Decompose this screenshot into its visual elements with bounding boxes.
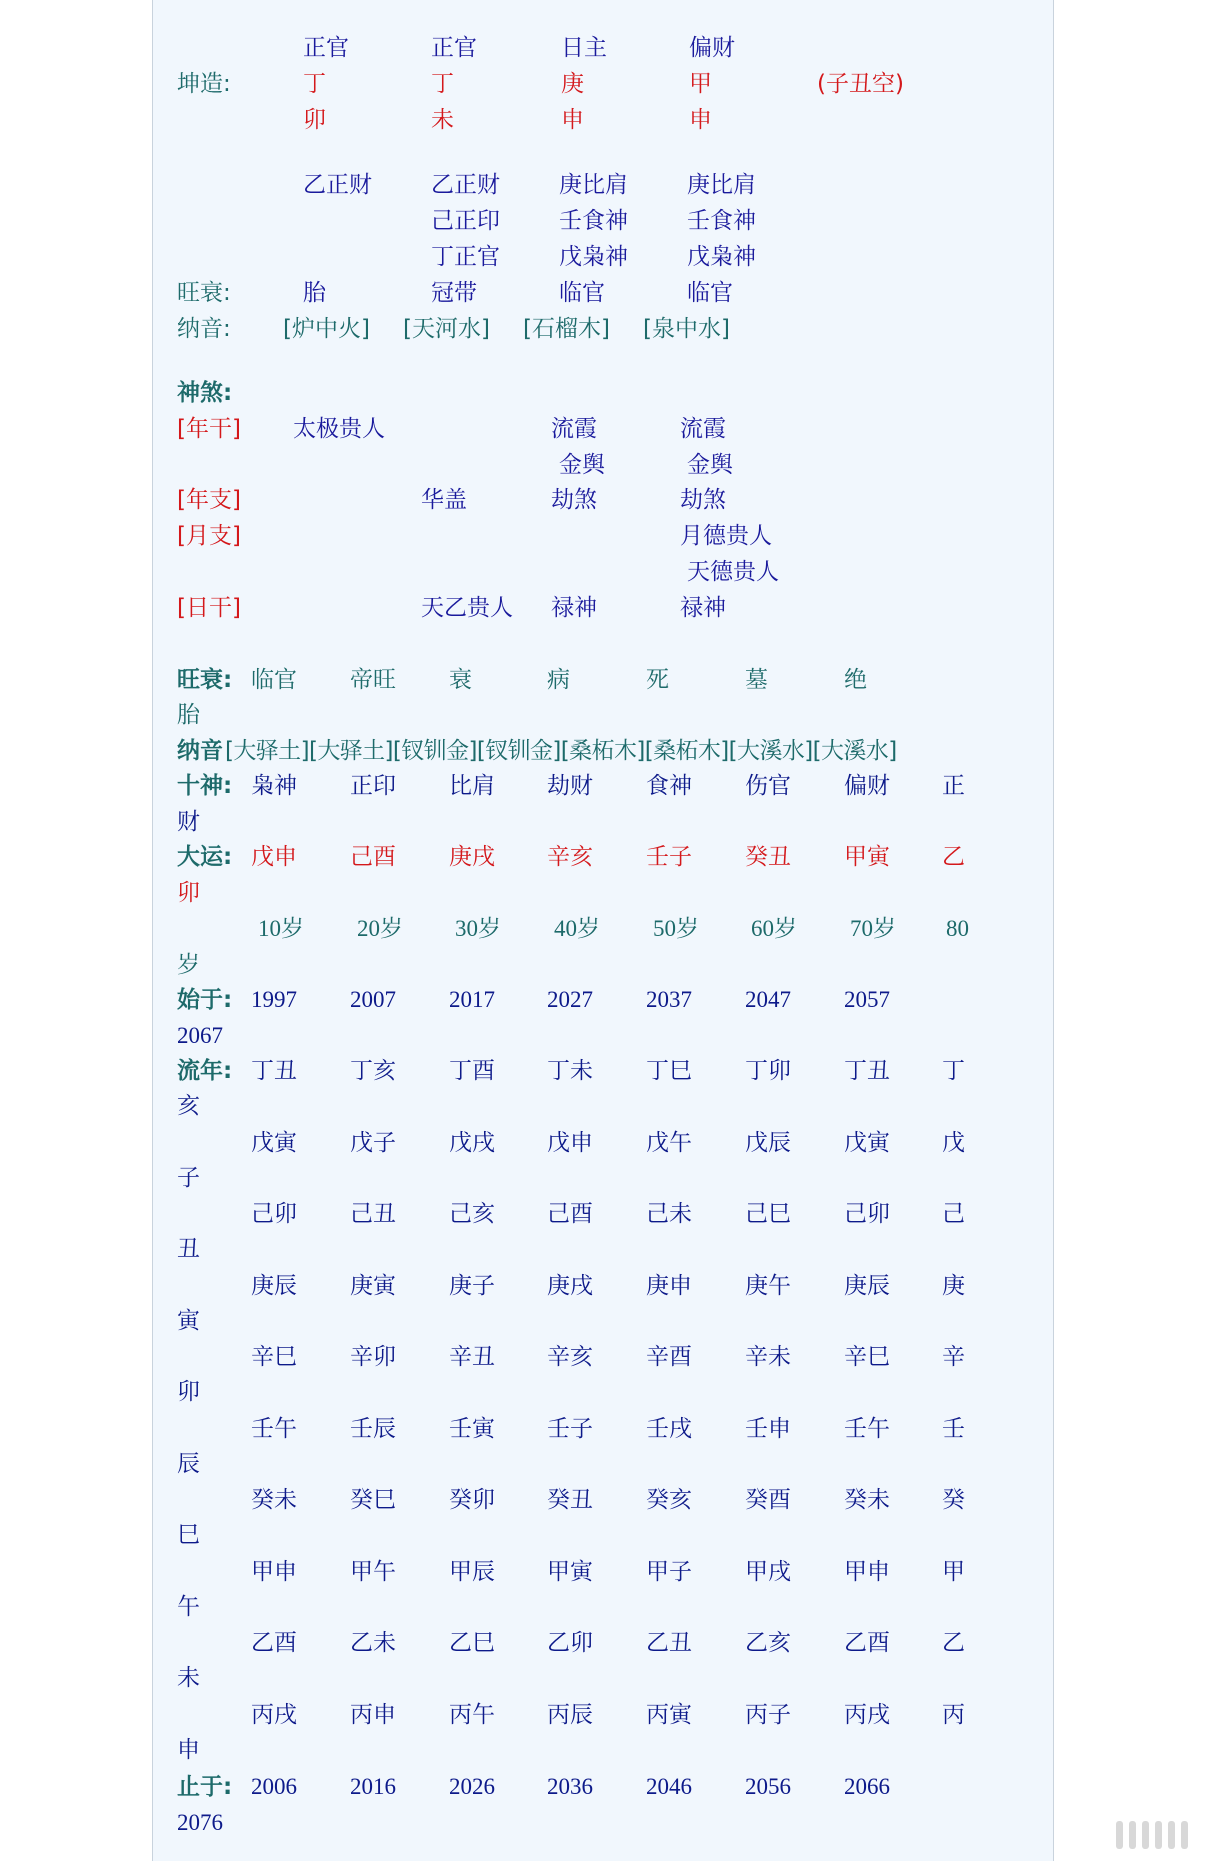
wangshuai-cell: 胎 bbox=[303, 280, 326, 306]
dayun-wangshuai-cell: 临官 bbox=[251, 667, 297, 693]
dayun-yun-cell: 壬子 bbox=[646, 844, 692, 870]
liunian-cell: 壬寅 bbox=[449, 1416, 495, 1442]
dayun-age-cell: 60岁 bbox=[751, 916, 797, 941]
dayun-shishen-cell: 正 bbox=[942, 773, 965, 799]
dayun-liunian-label: 流年: bbox=[177, 1058, 233, 1084]
dayun-end-cell: 2056 bbox=[745, 1774, 791, 1799]
shensha-cell: 华盖 bbox=[421, 487, 467, 513]
liunian-cell: 己 bbox=[942, 1201, 965, 1227]
shensha-cell: 劫煞 bbox=[551, 487, 597, 513]
dayun-start-cell: 2027 bbox=[547, 987, 593, 1012]
liunian-cell: 乙巳 bbox=[449, 1630, 495, 1656]
hidden-stem: 戊枭神 bbox=[687, 244, 756, 270]
liunian-cell: 戊戌 bbox=[449, 1130, 495, 1156]
liunian-cell: 辛巳 bbox=[251, 1344, 297, 1370]
stem-month: 丁 bbox=[431, 71, 454, 97]
liunian-wrap: 亥 bbox=[177, 1093, 200, 1119]
dayun-yun-cell: 甲寅 bbox=[844, 844, 890, 870]
liunian-cell: 辛 bbox=[942, 1344, 965, 1370]
shensha-cell: 劫煞 bbox=[680, 487, 726, 513]
liunian-cell: 辛酉 bbox=[646, 1344, 692, 1370]
liunian-wrap: 未 bbox=[177, 1665, 200, 1691]
hidden-stem: 庚比肩 bbox=[687, 172, 756, 198]
liunian-cell: 辛未 bbox=[745, 1344, 791, 1370]
liunian-cell: 辛卯 bbox=[350, 1344, 396, 1370]
liunian-wrap: 申 bbox=[177, 1737, 200, 1763]
liunian-wrap: 寅 bbox=[177, 1308, 200, 1334]
liunian-cell: 甲寅 bbox=[547, 1559, 593, 1585]
hidden-stem: 丁正官 bbox=[431, 244, 500, 270]
liunian-cell: 庚寅 bbox=[350, 1273, 396, 1299]
liunian-cell: 丙申 bbox=[350, 1702, 396, 1728]
dayun-shishen-cell: 枭神 bbox=[251, 773, 297, 799]
liunian-cell: 庚辰 bbox=[251, 1273, 297, 1299]
dayun-shishen-cell: 伤官 bbox=[745, 773, 791, 799]
nayin-cell: [天河水] bbox=[403, 316, 490, 342]
branch-day: 申 bbox=[561, 107, 584, 133]
dayun-start-wrap: 2067 bbox=[177, 1023, 223, 1048]
liunian-cell: 乙亥 bbox=[745, 1630, 791, 1656]
liunian-cell: 庚子 bbox=[449, 1273, 495, 1299]
dayun-age-cell: 20岁 bbox=[357, 916, 403, 941]
tengod-month: 正官 bbox=[431, 35, 477, 61]
liunian-cell: 戊辰 bbox=[745, 1130, 791, 1156]
liunian-cell: 辛巳 bbox=[844, 1344, 890, 1370]
wangshuai-cell: 冠带 bbox=[431, 280, 477, 306]
liunian-cell: 丙子 bbox=[745, 1702, 791, 1728]
dayun-yun-wrap: 卯 bbox=[177, 880, 200, 906]
nayin-cell: [石榴木] bbox=[523, 316, 610, 342]
branch-month: 未 bbox=[431, 107, 454, 133]
liunian-cell: 癸亥 bbox=[646, 1487, 692, 1513]
liunian-wrap: 卯 bbox=[177, 1379, 200, 1405]
liunian-cell: 丁丑 bbox=[844, 1058, 890, 1084]
shensha-cell: 流霞 bbox=[680, 416, 726, 442]
shensha-cell: 禄神 bbox=[680, 595, 726, 621]
liunian-cell: 壬 bbox=[942, 1416, 965, 1442]
shensha-cell: 月德贵人 bbox=[680, 523, 772, 549]
liunian-cell: 丙 bbox=[942, 1702, 965, 1728]
hidden-stem: 壬食神 bbox=[687, 208, 756, 234]
dayun-wangshuai-cell: 墓 bbox=[745, 667, 768, 693]
branch-hour: 申 bbox=[689, 107, 712, 133]
liunian-cell: 丙戌 bbox=[251, 1702, 297, 1728]
tengod-hour: 偏财 bbox=[689, 35, 735, 61]
wangshuai-label: 旺衰: bbox=[177, 280, 231, 306]
liunian-cell: 壬子 bbox=[547, 1416, 593, 1442]
liunian-cell: 癸丑 bbox=[547, 1487, 593, 1513]
dayun-age-cell: 30岁 bbox=[455, 916, 501, 941]
liunian-cell: 乙丑 bbox=[646, 1630, 692, 1656]
shensha-cell: 太极贵人 bbox=[293, 416, 385, 442]
dayun-start-cell: 2037 bbox=[646, 987, 692, 1012]
dayun-yun-cell: 戊申 bbox=[251, 844, 297, 870]
liunian-cell: 庚午 bbox=[745, 1273, 791, 1299]
liunian-cell: 辛丑 bbox=[449, 1344, 495, 1370]
liunian-cell: 戊寅 bbox=[251, 1130, 297, 1156]
dayun-end-cell: 2006 bbox=[251, 1774, 297, 1799]
dayun-yun-cell: 癸丑 bbox=[745, 844, 791, 870]
dayun-wangshuai-wrap: 胎 bbox=[177, 702, 200, 728]
dayun-end-cell: 2036 bbox=[547, 1774, 593, 1799]
dayun-end-wrap: 2076 bbox=[177, 1810, 223, 1835]
shensha-cell: 金舆 bbox=[687, 452, 733, 478]
chart-label: 坤造: bbox=[177, 71, 231, 97]
dayun-age-cell: 50岁 bbox=[653, 916, 699, 941]
liunian-cell: 丙辰 bbox=[547, 1702, 593, 1728]
liunian-cell: 甲申 bbox=[844, 1559, 890, 1585]
dayun-age-cell: 40岁 bbox=[554, 916, 600, 941]
liunian-cell: 甲申 bbox=[251, 1559, 297, 1585]
liunian-cell: 丙戌 bbox=[844, 1702, 890, 1728]
liunian-cell: 戊午 bbox=[646, 1130, 692, 1156]
stem-day: 庚 bbox=[561, 71, 584, 97]
shensha-row-label: [年干] bbox=[177, 416, 241, 442]
dayun-age-cell: 70岁 bbox=[850, 916, 896, 941]
liunian-cell: 戊寅 bbox=[844, 1130, 890, 1156]
dayun-start-label: 始于: bbox=[177, 987, 233, 1013]
dayun-yun-cell: 乙 bbox=[942, 844, 965, 870]
shensha-cell: 天乙贵人 bbox=[421, 595, 513, 621]
dayun-shishen-wrap: 财 bbox=[177, 809, 200, 835]
liunian-cell: 丁卯 bbox=[745, 1058, 791, 1084]
dayun-nayin-label: 纳音 bbox=[177, 738, 223, 764]
dayun-start-cell: 2017 bbox=[449, 987, 495, 1012]
liunian-cell: 己丑 bbox=[350, 1201, 396, 1227]
liunian-cell: 己亥 bbox=[449, 1201, 495, 1227]
liunian-cell: 癸未 bbox=[844, 1487, 890, 1513]
liunian-wrap: 巳 bbox=[177, 1522, 200, 1548]
liunian-cell: 癸 bbox=[942, 1487, 965, 1513]
dayun-age-cell: 10岁 bbox=[258, 916, 304, 941]
liunian-cell: 乙酉 bbox=[844, 1630, 890, 1656]
kong-marker: (子丑空) bbox=[817, 71, 904, 97]
liunian-cell: 辛亥 bbox=[547, 1344, 593, 1370]
shensha-title: 神煞: bbox=[177, 380, 233, 406]
liunian-cell: 丁巳 bbox=[646, 1058, 692, 1084]
shensha-row-label: [年支] bbox=[177, 487, 241, 513]
hidden-stem: 己正印 bbox=[431, 208, 500, 234]
liunian-cell: 甲午 bbox=[350, 1559, 396, 1585]
nayin-cell: [泉中水] bbox=[643, 316, 730, 342]
tengod-day: 日主 bbox=[561, 35, 607, 61]
liunian-cell: 丁酉 bbox=[449, 1058, 495, 1084]
dayun-wangshuai-cell: 帝旺 bbox=[350, 667, 396, 693]
liunian-cell: 乙未 bbox=[350, 1630, 396, 1656]
dayun-shishen-cell: 劫财 bbox=[547, 773, 593, 799]
dayun-end-cell: 2026 bbox=[449, 1774, 495, 1799]
liunian-cell: 壬戌 bbox=[646, 1416, 692, 1442]
wangshuai-cell: 临官 bbox=[559, 280, 605, 306]
dayun-yun-cell: 辛亥 bbox=[547, 844, 593, 870]
liunian-cell: 丙寅 bbox=[646, 1702, 692, 1728]
liunian-cell: 壬午 bbox=[251, 1416, 297, 1442]
liunian-cell: 甲辰 bbox=[449, 1559, 495, 1585]
tengod-year: 正官 bbox=[303, 35, 349, 61]
liunian-cell: 戊 bbox=[942, 1130, 965, 1156]
dayun-end-cell: 2046 bbox=[646, 1774, 692, 1799]
dayun-end-cell: 2066 bbox=[844, 1774, 890, 1799]
liunian-cell: 癸酉 bbox=[745, 1487, 791, 1513]
shensha-cell: 流霞 bbox=[551, 416, 597, 442]
liunian-cell: 丁 bbox=[942, 1058, 965, 1084]
liunian-cell: 甲戌 bbox=[745, 1559, 791, 1585]
liunian-cell: 乙卯 bbox=[547, 1630, 593, 1656]
shensha-cell: 天德贵人 bbox=[687, 559, 779, 585]
hidden-stem: 乙正财 bbox=[303, 172, 372, 198]
dayun-yun-cell: 己酉 bbox=[350, 844, 396, 870]
dayun-yun-cell: 庚戌 bbox=[449, 844, 495, 870]
liunian-cell: 壬午 bbox=[844, 1416, 890, 1442]
liunian-cell: 戊子 bbox=[350, 1130, 396, 1156]
dayun-wangshuai-cell: 绝 bbox=[844, 667, 867, 693]
dayun-start-cell: 1997 bbox=[251, 987, 297, 1012]
liunian-cell: 己卯 bbox=[251, 1201, 297, 1227]
liunian-wrap: 午 bbox=[177, 1594, 200, 1620]
watermark bbox=[1116, 1819, 1194, 1849]
liunian-cell: 己巳 bbox=[745, 1201, 791, 1227]
liunian-wrap: 子 bbox=[177, 1165, 200, 1191]
liunian-cell: 己卯 bbox=[844, 1201, 890, 1227]
liunian-cell: 丁丑 bbox=[251, 1058, 297, 1084]
liunian-cell: 庚申 bbox=[646, 1273, 692, 1299]
dayun-start-cell: 2057 bbox=[844, 987, 890, 1012]
liunian-cell: 丙午 bbox=[449, 1702, 495, 1728]
dayun-start-cell: 2007 bbox=[350, 987, 396, 1012]
liunian-wrap: 辰 bbox=[177, 1451, 200, 1477]
dayun-shishen-label: 十神: bbox=[177, 773, 233, 799]
stem-year: 丁 bbox=[303, 71, 326, 97]
nayin-cell: [炉中火] bbox=[283, 316, 370, 342]
content-panel bbox=[152, 0, 1054, 1861]
shensha-cell: 金舆 bbox=[559, 452, 605, 478]
liunian-wrap: 丑 bbox=[177, 1236, 200, 1262]
liunian-cell: 乙酉 bbox=[251, 1630, 297, 1656]
dayun-age-cell: 80 bbox=[946, 916, 969, 941]
hidden-stem: 戊枭神 bbox=[559, 244, 628, 270]
liunian-cell: 庚 bbox=[942, 1273, 965, 1299]
nayin-label: 纳音: bbox=[177, 316, 231, 342]
liunian-cell: 庚戌 bbox=[547, 1273, 593, 1299]
dayun-end-cell: 2016 bbox=[350, 1774, 396, 1799]
dayun-age-wrap: 岁 bbox=[177, 952, 200, 978]
shensha-cell: 禄神 bbox=[551, 595, 597, 621]
liunian-cell: 乙 bbox=[942, 1630, 965, 1656]
liunian-cell: 己酉 bbox=[547, 1201, 593, 1227]
stem-hour: 甲 bbox=[689, 71, 712, 97]
dayun-yun-label: 大运: bbox=[177, 844, 233, 870]
dayun-start-cell: 2047 bbox=[745, 987, 791, 1012]
dayun-shishen-cell: 偏财 bbox=[844, 773, 890, 799]
liunian-cell: 丁未 bbox=[547, 1058, 593, 1084]
dayun-wangshuai-label: 旺衰: bbox=[177, 667, 233, 693]
hidden-stem: 壬食神 bbox=[559, 208, 628, 234]
liunian-cell: 己未 bbox=[646, 1201, 692, 1227]
liunian-cell: 甲子 bbox=[646, 1559, 692, 1585]
branch-year: 卯 bbox=[303, 107, 326, 133]
dayun-wangshuai-cell: 病 bbox=[547, 667, 570, 693]
wangshuai-cell: 临官 bbox=[687, 280, 733, 306]
liunian-cell: 甲 bbox=[942, 1559, 965, 1585]
hidden-stem: 庚比肩 bbox=[559, 172, 628, 198]
dayun-wangshuai-cell: 死 bbox=[646, 667, 669, 693]
dayun-nayin-text: [大驿土][大驿土][钗钏金][钗钏金][桑柘木][桑柘木][大溪水][大溪水] bbox=[225, 738, 897, 764]
liunian-cell: 壬申 bbox=[745, 1416, 791, 1442]
dayun-end-label: 止于: bbox=[177, 1774, 233, 1800]
liunian-cell: 癸卯 bbox=[449, 1487, 495, 1513]
liunian-cell: 癸巳 bbox=[350, 1487, 396, 1513]
liunian-cell: 癸未 bbox=[251, 1487, 297, 1513]
dayun-shishen-cell: 比肩 bbox=[449, 773, 495, 799]
hidden-stem: 乙正财 bbox=[431, 172, 500, 198]
shensha-row-label: [月支] bbox=[177, 523, 241, 549]
dayun-shishen-cell: 正印 bbox=[350, 773, 396, 799]
dayun-wangshuai-cell: 衰 bbox=[449, 667, 472, 693]
liunian-cell: 丁亥 bbox=[350, 1058, 396, 1084]
liunian-cell: 壬辰 bbox=[350, 1416, 396, 1442]
dayun-shishen-cell: 食神 bbox=[646, 773, 692, 799]
shensha-row-label: [日干] bbox=[177, 595, 241, 621]
liunian-cell: 戊申 bbox=[547, 1130, 593, 1156]
liunian-cell: 庚辰 bbox=[844, 1273, 890, 1299]
